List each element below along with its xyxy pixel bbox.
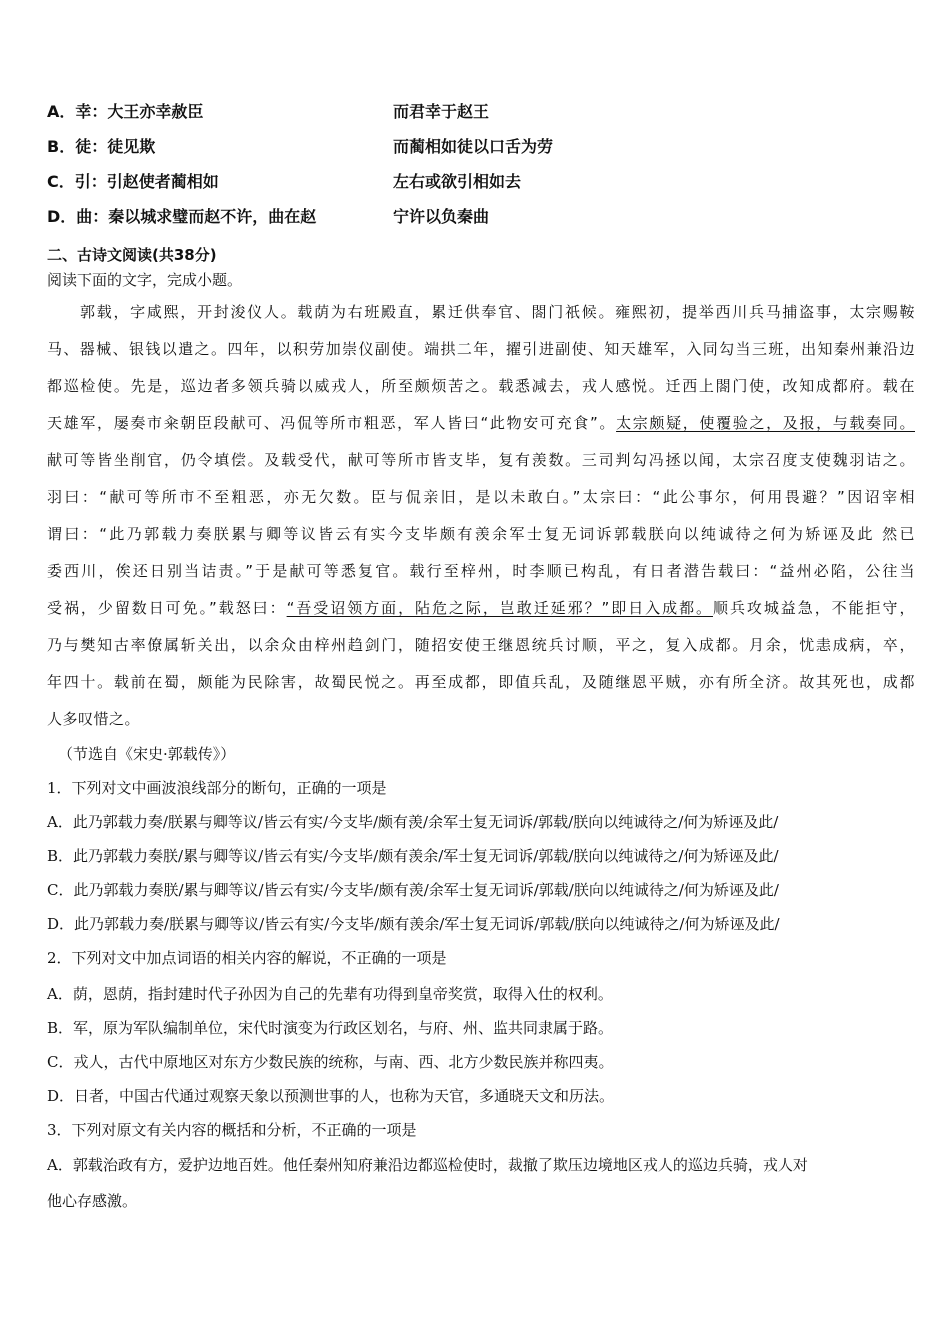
question-1-option-d: D．此乃郭载力奏/朕累与卿等议/皆云有实/今支毕/颇有羡余/军士复无词诉/郭载/朕向以纯诚待之/何为矫诬及此/ [47, 915, 780, 933]
underlined-sentence: 太宗颇疑，使覆验之，及报，与载奏同。 [616, 414, 915, 432]
option-c-left: C．引：引赵使者蔺相如 [47, 172, 219, 191]
question-3-option-a-cont: 他心存感激。 [47, 1192, 138, 1210]
question-1-option-c: C．此乃郭载力奏朕/累与卿等议/皆云有实/今支毕/颇有羡/余军士复无词诉/郭载/朕向以纯诚待之/何为矫诬及此/ [47, 881, 779, 899]
source-note: （节选自《宋史·郭载传》） [58, 745, 236, 763]
passage-line: 马、器械、银钱以遣之。四年，以积劳加崇仪副使。端拱二年，擢引进副使、知天雄军，入同勾当三班，出知秦州兼沿边 [47, 340, 915, 358]
passage-line: 献可等皆坐削官，仍令填偿。及载受代，献可等所市皆支毕，复有羡数。三司判勾冯拯以闻，太宗召度支使魏羽诘之。 [47, 451, 915, 469]
passage-line [47, 406, 915, 440]
passage-line: 羽曰：“献可等所市不至粗恶，亦无欠数。臣与侃亲旧，是以未敢白。”太宗曰：“此公事尔，何用畏避？”因诏宰相 [47, 488, 915, 506]
passage-line: 郭载，字咸熙，开封浚仪人。载荫为右班殿直，累迁供奉官、閤门祇候。雍熙初，提举西川兵马捕盗事，太宗赐鞍 [80, 303, 915, 321]
question-3-option-a: A．郭载治政有方，爱护边地百姓。他任秦州知府兼沿边都巡检使时，裁撤了欺压边境地区戎人的巡边兵骑，戎人对 [47, 1156, 808, 1174]
question-2-option-b: B．军，原为军队编制单位，宋代时演变为行政区划名，与府、州、监共同隶属于路。 [47, 1019, 614, 1037]
question-2-option-d: D．日者，中国古代通过观察天象以预测世事的人，也称为天官，多通晓天文和历法。 [47, 1087, 615, 1105]
option-d-right: 宁许以负秦曲 [393, 207, 490, 226]
question-3-stem: 3．下列对原文有关内容的概括和分析，不正确的一项是 [47, 1121, 417, 1139]
passage-text: 顺兵攻城益急，不能拒守， [712, 599, 915, 617]
option-row-d [47, 203, 907, 231]
passage-line: 都巡检使。先是，巡边者多领兵骑以威戎人，所至颇烦苦之。载悉减去，戎人感悦。迁西上閤门使，改知成都府。载在 [47, 377, 915, 395]
passage-line: 人多叹惜之。 [47, 710, 141, 728]
option-row-a [47, 98, 907, 126]
option-d-left: D．曲：秦以城求璧而赵不许，曲在赵 [47, 207, 317, 226]
passage-text: 天雄军，屡奏市籴朝臣段献可、冯侃等所市粗恶，军人皆曰“此物安可充食”。 [47, 414, 617, 432]
question-2-option-a: A．荫，恩荫，指封建时代子孙因为自己的先辈有功得到皇帝奖赏，取得入仕的权利。 [47, 985, 613, 1003]
option-row-c [47, 168, 907, 196]
passage-line [47, 591, 915, 625]
question-1-option-a: A．此乃郭载力奏/朕累与卿等议/皆云有实/今支毕/颇有羡/余军士复无词诉/郭载/朕向以纯诚待之/何为矫诬及此/ [47, 813, 779, 831]
instruction: 阅读下面的文字，完成小题。 [47, 271, 243, 289]
question-1-stem: 1．下列对文中画波浪线部分的断句，正确的一项是 [47, 779, 387, 797]
section-title: 二、古诗文阅读(共38分) [47, 246, 217, 264]
passage-line: 乃与樊知古率僚属斩关出，以余众由梓州趋剑门，随招安使王继恩统兵讨顺，平之，复入成都。月余，忧恚成病，卒， [47, 636, 915, 654]
question-2-stem: 2．下列对文中加点词语的相关内容的解说，不正确的一项是 [47, 949, 447, 967]
question-2-option-c: C．戎人，古代中原地区对东方少数民族的统称，与南、西、北方少数民族并称四夷。 [47, 1053, 614, 1071]
passage-text: 受祸，少留数日可免。”载怒曰： [47, 599, 287, 617]
passage-line: 年四十。载前在蜀，颇能为民除害，故蜀民悦之。再至成都，即值兵乱，及随继恩平贼，亦有所全济。故其死也，成都 [47, 673, 915, 691]
option-a-left: A．幸：大王亦幸赦臣 [47, 102, 204, 121]
passage-line: 委西川，俟还日别当诘责。”于是献可等悉复官。载行至梓州，时李顺已构乱，有日者潜告载曰：“益州必陷，公往当 [47, 562, 915, 580]
option-row-b [47, 133, 907, 161]
underlined-sentence: “吾受诏领方面，阽危之际，岂敢迁延邪？”即日入成都。 [286, 599, 713, 617]
option-a-right: 而君幸于赵王 [393, 102, 490, 121]
option-c-right: 左右或欲引相如去 [393, 172, 522, 191]
option-b-left: B．徒：徒见欺 [47, 137, 156, 156]
option-b-right: 而蔺相如徒以口舌为劳 [393, 137, 554, 156]
question-1-option-b: B．此乃郭载力奏朕/累与卿等议/皆云有实/今支毕/颇有羡余/军士复无词诉/郭载/朕向以纯诚待之/何为矫诬及此/ [47, 847, 779, 865]
wavy-line-sentence: 谓曰：“此乃郭载力奏朕累与卿等议皆云有实今支毕颇有羡余军士复无词诉郭载朕向以纯诚待之何为矫诬及此 然已 [47, 525, 915, 543]
